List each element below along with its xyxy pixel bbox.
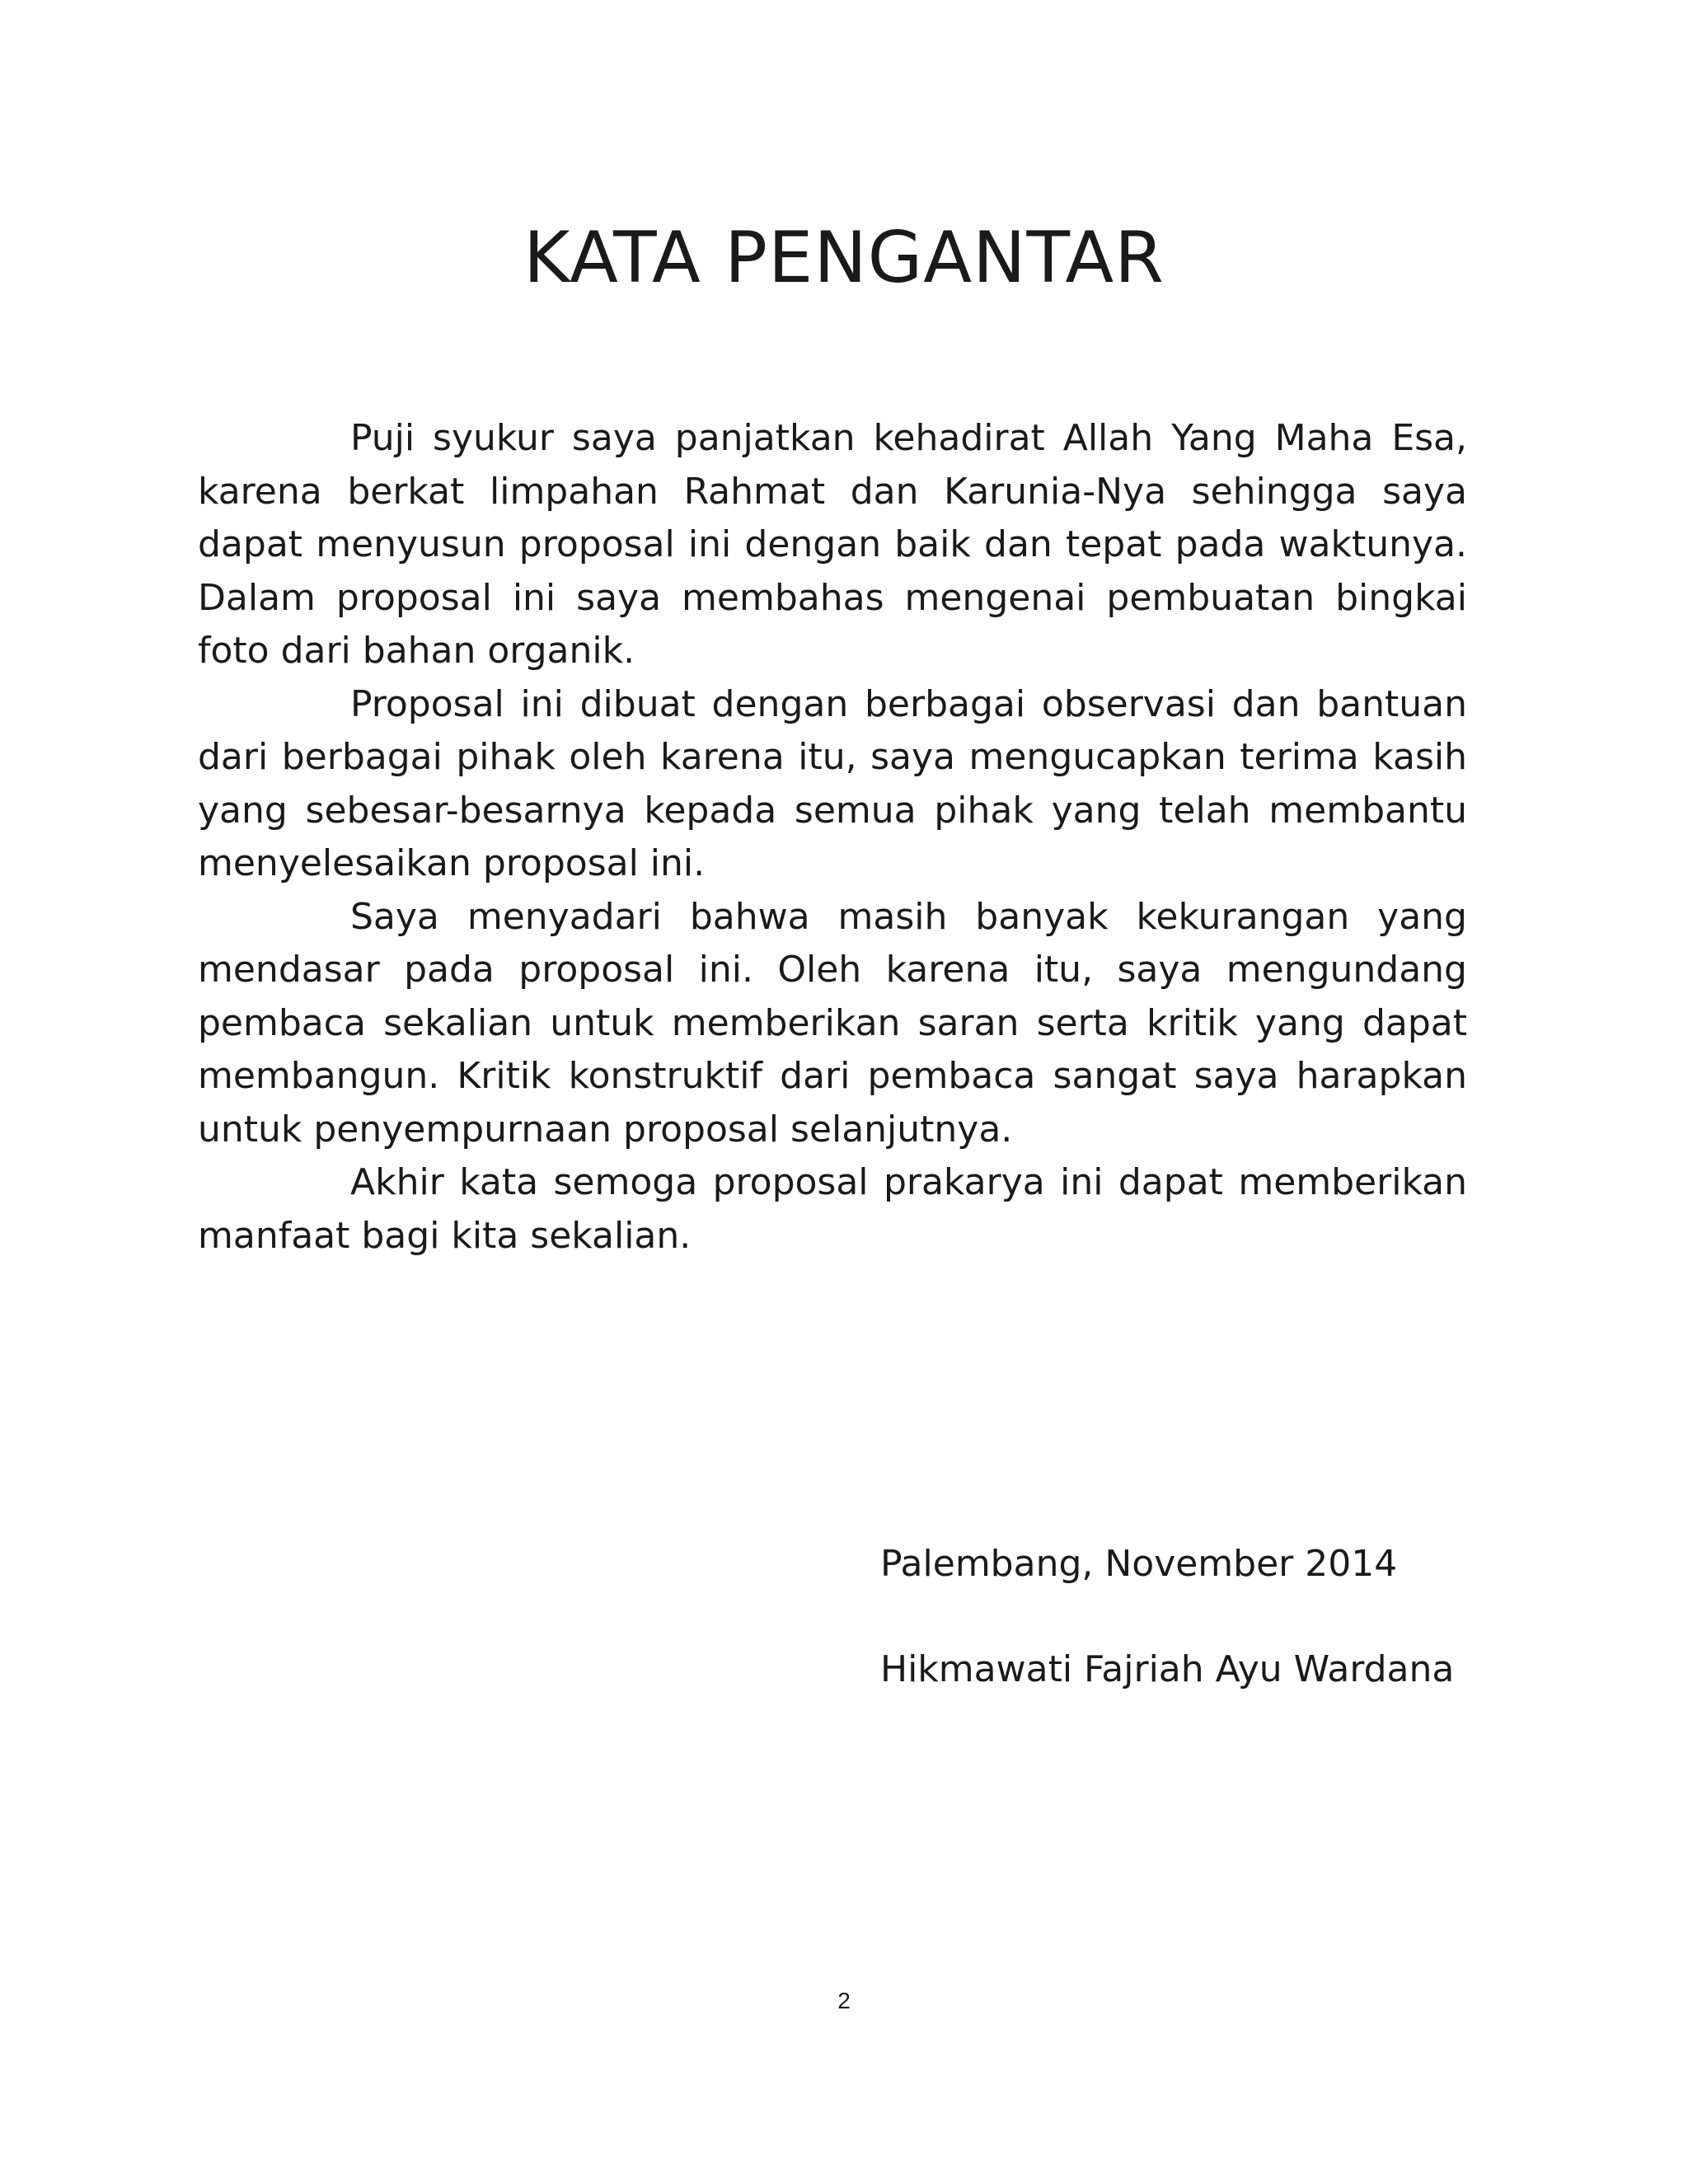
page-number: 2 <box>837 1988 851 2013</box>
body-text <box>198 412 1467 1263</box>
paragraph-1: Puji syukur saya panjatkan kehadirat Allah Yang Maha Esa, karena berkat limpahan Rahmat dan Karunia-Nya sehingga saya dapat menyusun proposal ini dengan baik dan tepat pada waktunya. Dalam proposal ini saya membahas mengenai pembuatan bingkai foto dari bahan organik. <box>198 417 1467 672</box>
paragraph-3: Saya menyadari bahwa masih banyak kekurangan yang mendasar pada proposal ini. Oleh karena itu, saya mengundang pembaca sekalian untuk memberikan saran serta kritik yang dapat membangun. Kritik konstruktif dari pembaca sangat saya harapkan untuk penyempurnaan proposal selanjutnya. <box>198 895 1467 1151</box>
paragraph-4: Akhir kata semoga proposal prakarya ini dapat memberikan manfaat bagi kita sekalian. <box>198 1161 1467 1257</box>
page-title: KATA PENGANTAR <box>523 217 1165 299</box>
paragraph-2: Proposal ini dibuat dengan berbagai observasi dan bantuan dari berbagai pihak oleh karena itu, saya mengucapkan terima kasih yang sebesar-besarnya kepada semua pihak yang telah membantu menyelesaikan proposal ini. <box>198 682 1467 884</box>
signature-place-date: Palembang, November 2014 <box>880 1543 1398 1585</box>
signature-author: Hikmawati Fajriah Ayu Wardana <box>880 1648 1455 1690</box>
